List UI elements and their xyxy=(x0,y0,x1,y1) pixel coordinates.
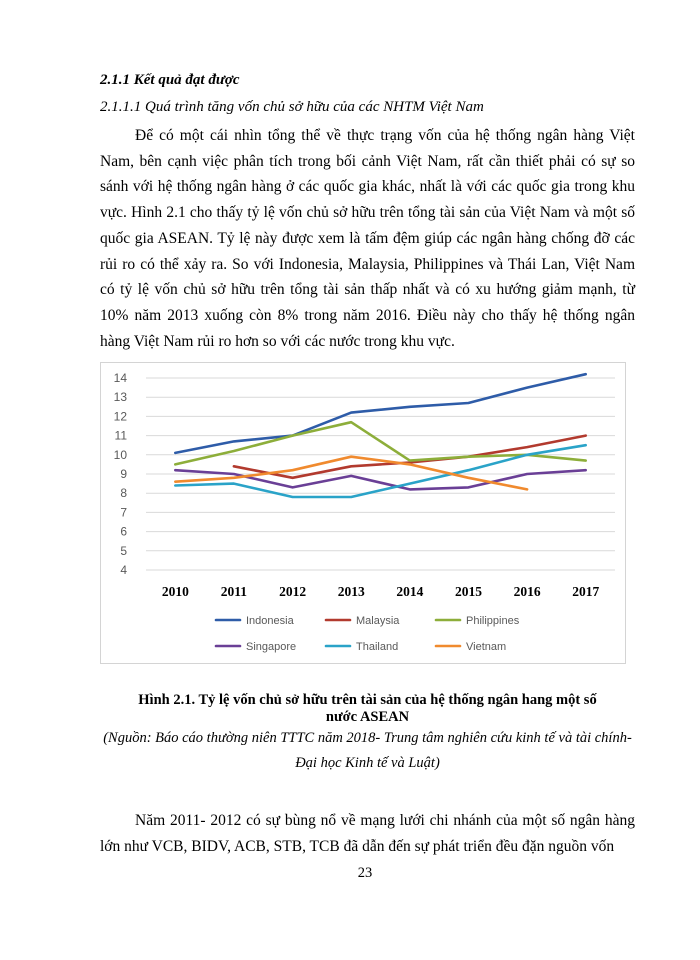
chart-svg xyxy=(101,363,625,663)
y-tick-label: 5 xyxy=(120,543,127,558)
legend-label-philippines: Philippines xyxy=(466,615,520,627)
page-number: 23 xyxy=(357,865,373,881)
y-tick-label: 10 xyxy=(113,447,127,462)
figure-caption-line-2: nước ASEAN xyxy=(325,709,410,725)
series-line-singapore xyxy=(175,470,585,489)
figure-caption-line-1: Hình 2.1. Tỷ lệ vốn chủ sở hữu trên tài sản của hệ thống ngân hang một số xyxy=(138,692,597,708)
legend-label-thailand: Thailand xyxy=(356,641,399,653)
x-tick-label: 2016 xyxy=(513,584,541,599)
legend-label-vietnam: Vietnam xyxy=(466,641,507,653)
body-paragraph-1: Để có một cái nhìn tổng thể về thực trạng vốn của hệ thống ngân hàng Việt Nam, bên cạnh việc phân tích trong bối cảnh Việt Nam, rất cần thiết phải có sự so sánh với hệ thống ngân hàng ở các quốc gia khác, nhất là với các quốc gia trong khu vực. Hình 2.1 cho thấy tỷ lệ vốn chủ sở hữu trên tổng tài sản của Việt Nam và một số quốc gia ASEAN. Tỷ lệ này được xem là tấm đệm giúp các ngân hàng chống đỡ các rủi ro có thể xảy ra. So với Indonesia, Malaysia, Philippines và Thái Lan, Việt Nam có tỷ lệ vốn chủ sở hữu trên tổng tài sản thấp nhất và có xu hướng giảm mạnh, từ 10% năm 2013 xuống còn 8% trong năm 2016. Điều này cho thấy hệ thống ngân hàng Việt Nam rủi ro hơn so với các nước trong khu vực. xyxy=(100,127,635,350)
section-heading: 2.1.1 Kết quả đạt được xyxy=(100,72,240,88)
y-tick-label: 8 xyxy=(120,486,127,501)
equity-ratio-chart xyxy=(100,362,626,664)
x-tick-label: 2012 xyxy=(279,584,307,599)
series-line-philippines xyxy=(175,422,585,464)
legend-label-indonesia: Indonesia xyxy=(246,615,294,627)
figure-caption xyxy=(100,692,635,726)
x-tick-label: 2014 xyxy=(396,584,424,599)
y-tick-label: 14 xyxy=(113,371,127,385)
legend-label-singapore: Singapore xyxy=(246,641,297,653)
x-tick-label: 2015 xyxy=(454,584,482,599)
y-tick-label: 9 xyxy=(120,467,127,481)
y-tick-label: 4 xyxy=(120,563,127,577)
x-tick-label: 2010 xyxy=(161,584,189,599)
subsection-heading: 2.1.1.1 Quá trình tăng vốn chủ sở hữu của các NHTM Việt Nam xyxy=(100,99,484,115)
y-tick-label: 13 xyxy=(113,390,127,405)
y-tick-label: 11 xyxy=(114,428,127,443)
legend-label-malaysia: Malaysia xyxy=(356,615,400,627)
x-tick-label: 2011 xyxy=(220,584,248,599)
x-tick-label: 2017 xyxy=(572,584,600,599)
y-tick-label: 6 xyxy=(120,524,127,539)
figure-source: (Nguồn: Báo cáo thường niên TTTC năm 2018- Trung tâm nghiên cứu kinh tế và tài chính- Đại học Kinh tế và Luật) xyxy=(103,730,632,771)
body-paragraph-2: Năm 2011- 2012 có sự bùng nổ về mạng lưới chi nhánh của một số ngân hàng lớn như VCB, BIDV, ACB, STB, TCB đã dẫn đến sự phát triển đều đặn nguồn vốn xyxy=(100,812,635,855)
x-tick-label: 2013 xyxy=(337,584,365,599)
y-tick-label: 12 xyxy=(113,409,127,424)
y-tick-label: 7 xyxy=(120,505,127,520)
